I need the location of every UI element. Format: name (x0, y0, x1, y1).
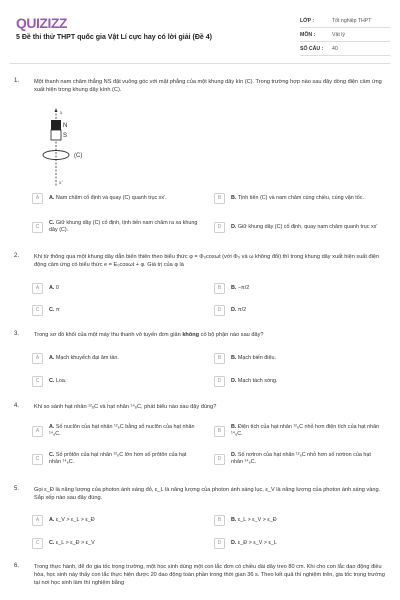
option-label: D. (231, 452, 237, 458)
option-label: C. (49, 452, 55, 458)
option-letter-box: C (32, 454, 43, 465)
option-label: C. (49, 377, 55, 384)
option-label: B. (231, 284, 237, 291)
option-label: D. (231, 539, 237, 546)
option-label: A. (49, 424, 55, 430)
option-letter-box: D (214, 305, 225, 316)
option-letter-box: B (214, 283, 225, 294)
option-text (231, 452, 381, 466)
option-d[interactable] (214, 302, 381, 318)
quizizz-logo: QUIZIZZ (16, 15, 67, 31)
option-body: ε_V > ε_L > ε_Đ (55, 516, 95, 523)
option-text (231, 540, 381, 547)
option-label: A. (49, 194, 55, 201)
question-3 (10, 331, 390, 343)
option-body: Số nuclôn của hạt nhân ¹²₆C bằng số nuclôn của hạt nhân ¹⁴₆C. (49, 424, 195, 437)
meta-row-class (300, 14, 390, 28)
option-text (49, 220, 199, 234)
option-text (231, 378, 381, 385)
option-c[interactable] (32, 451, 199, 467)
question-6 (10, 563, 390, 593)
option-label: D. (231, 306, 237, 313)
option-text (49, 355, 199, 362)
question-text: Khi từ thông qua một khung dây dẫn biến thiên theo biểu thức φ = Φ₀cosωt (với Φ₀ và ω không đổi) thì trong khung dây xuất hiện suất điện động cảm ứng có biểu thức e = E₀cosωt + φ. Giá trị của φ là (34, 254, 380, 268)
option-text (49, 452, 199, 466)
option-body: Loa. (55, 377, 67, 384)
option-letter-box: A (32, 426, 43, 437)
meta-row-count (300, 42, 390, 56)
option-text (49, 195, 199, 202)
question-5 (10, 486, 390, 506)
option-a[interactable] (32, 350, 199, 366)
option-letter-box: D (214, 538, 225, 549)
option-letter-box: D (214, 454, 225, 465)
option-body: Giữ khung dây (C) cố định, quay nam châm quanh trục xx' (237, 223, 378, 230)
question-text-before: Trong sơ đồ khối của một máy thu thanh vô tuyến đơn giản (34, 332, 183, 338)
question-text (34, 331, 386, 339)
option-a[interactable] (32, 190, 199, 206)
option-b[interactable] (214, 423, 381, 439)
question-text-after: có bộ phận nào sau đây? (199, 332, 264, 338)
option-text (49, 540, 199, 547)
option-body: Tịnh tiến (C) và nam châm cùng chiều, cùng vận tốc. (237, 194, 364, 201)
question-number: 5. (14, 486, 20, 492)
option-label: B. (231, 516, 237, 523)
option-body: ε_Đ > ε_V > ε_L (237, 539, 277, 546)
option-text (231, 355, 381, 362)
axis-label-x-prime: x' (59, 181, 63, 186)
question-text: Khi so sánh hạt nhân ¹²₆C và hạt nhân ¹⁴₆C, phát biểu nào sau đây đúng? (34, 404, 217, 410)
option-d[interactable] (214, 451, 381, 467)
option-label: D. (231, 377, 237, 384)
option-b[interactable] (214, 190, 381, 206)
header-divider (10, 63, 390, 64)
option-letter-box: A (32, 193, 43, 204)
option-letter-box: C (32, 538, 43, 549)
option-d[interactable] (214, 219, 381, 235)
option-text (231, 517, 381, 524)
option-c[interactable] (32, 219, 199, 235)
option-letter-box: B (214, 193, 225, 204)
option-body: Số prôtôn của hạt nhân ¹²₆C lớn hơn số prôtôn của hạt nhân ¹⁴₆C. (49, 452, 187, 465)
north-label: N (63, 123, 68, 129)
coil-loop (43, 151, 69, 160)
option-b[interactable] (214, 350, 381, 366)
option-text (49, 424, 199, 438)
option-label: C. (49, 539, 55, 546)
option-letter-box: A (32, 283, 43, 294)
option-text (231, 195, 381, 202)
option-letter-box: B (214, 426, 225, 437)
option-letter-box: A (32, 515, 43, 526)
coil-label: (C) (74, 153, 83, 159)
option-label: C. (49, 220, 55, 226)
option-label: A. (49, 516, 55, 523)
magnet-north-pole (51, 120, 61, 130)
question-number: 3. (14, 331, 20, 337)
question-text: Trong thực hành, để đo gia tốc trọng trường, một học sinh dùng một con lắc đơn có chiều dài dây treo 80 cm. Khi cho con lắc dao động điều hòa, học sinh này thấy con lắc thực hiện được 20 dao động toàn phần trong thời gian 36 s. Theo kết quả thí nghiệm trên, gia tốc trọng trường tại nơi học sinh làm thí nghiệm bằng (34, 564, 385, 586)
south-label: S (63, 133, 68, 139)
option-label: B. (231, 424, 237, 430)
magnet-coil-figure (40, 108, 120, 188)
option-body: −π/2 (237, 284, 250, 291)
meta-key: LỚP : (300, 17, 315, 24)
option-d[interactable] (214, 535, 381, 551)
option-label: A. (49, 354, 55, 361)
option-body: π (55, 306, 60, 313)
meta-value: 40 (332, 45, 338, 52)
option-letter-box: B (214, 515, 225, 526)
option-label: D. (231, 223, 237, 230)
meta-key: MÔN : (300, 31, 316, 38)
option-c[interactable] (32, 373, 199, 389)
option-body: Nam châm cố định và quay (C) quanh trục xx'. (55, 194, 167, 201)
option-label: A. (49, 284, 55, 291)
question-text-emphasis: không (182, 332, 200, 338)
option-b[interactable] (214, 280, 381, 296)
option-body: Điện tích của hạt nhân ¹²₆C nhỏ hơn điện tích của hạt nhân ¹⁴₆C. (231, 424, 380, 437)
option-text (231, 285, 381, 292)
question-number: 2. (14, 253, 20, 259)
question-number: 6. (14, 563, 20, 569)
option-text (49, 378, 199, 385)
option-body: Mạch biến điệu. (237, 354, 276, 361)
option-label: B. (231, 194, 237, 201)
option-text (231, 424, 381, 438)
option-letter-box: C (32, 376, 43, 387)
option-body: ε_L > ε_V > ε_Đ (237, 516, 277, 523)
option-letter-box: A (32, 353, 43, 364)
axis-label-x: x (60, 111, 63, 116)
option-c[interactable] (32, 302, 199, 318)
option-b[interactable] (214, 512, 381, 528)
meta-value: Tốt nghiệp THPT (332, 17, 372, 24)
option-body: 0 (55, 284, 59, 291)
option-text (231, 224, 381, 231)
option-text (231, 307, 381, 314)
meta-key: SỐ CÂU : (300, 45, 324, 52)
worksheet-title: 5 Đề thi thử THPT quốc gia Vật Lí cực hay có lời giải (Đề 4) (16, 34, 212, 41)
option-a[interactable] (32, 280, 199, 296)
option-body: Mạch khuyếch đại âm tần. (55, 354, 119, 361)
option-text (49, 307, 199, 314)
option-d[interactable] (214, 373, 381, 389)
option-label: C. (49, 306, 55, 313)
option-letter-box: D (214, 222, 225, 233)
magnet-south-pole (51, 130, 61, 140)
option-letter-box: D (214, 376, 225, 387)
worksheet-meta (300, 14, 390, 56)
question-number: 1. (14, 78, 20, 84)
option-body: Giữ khung dây (C) cố định, tịnh tiến nam châm ra xa khung dây (C). (49, 220, 198, 233)
meta-value: Vật lý (332, 31, 345, 38)
option-letter-box: B (214, 353, 225, 364)
option-text (49, 285, 199, 292)
question-2 (10, 253, 390, 273)
option-a[interactable] (32, 423, 199, 439)
option-text (49, 517, 199, 524)
option-c[interactable] (32, 535, 199, 551)
question-number: 4. (14, 403, 20, 409)
question-text: Một thanh nam châm thẳng NS đặt vuông góc với mặt phẳng của một khung dây kín (C). Trong trường hợp nào sau đây dòng điện cảm ứng xuất hiện trong khung dây kính (C). (34, 79, 382, 93)
option-letter-box: C (32, 305, 43, 316)
question-4 (10, 403, 390, 415)
option-body: π/2 (237, 306, 247, 313)
question-text: Gọi ε_Đ là năng lượng của photon ánh sáng đỏ, ε_L là năng lượng của photon ánh sáng lục, ε_V là năng lượng của photon ánh sáng vàng. Sắp xếp nào sau đây đúng. (34, 487, 381, 501)
option-body: Số nơtron của hạt nhân ¹²₆C nhỏ hơn số nơtron của hạt nhân ¹⁴₆C. (231, 452, 371, 465)
option-label: B. (231, 354, 237, 361)
option-a[interactable] (32, 512, 199, 528)
option-body: Mạch tách sóng. (237, 377, 278, 384)
meta-row-subject (300, 28, 390, 42)
option-letter-box: C (32, 222, 43, 233)
option-body: ε_L > ε_Đ > ε_V (55, 539, 95, 546)
